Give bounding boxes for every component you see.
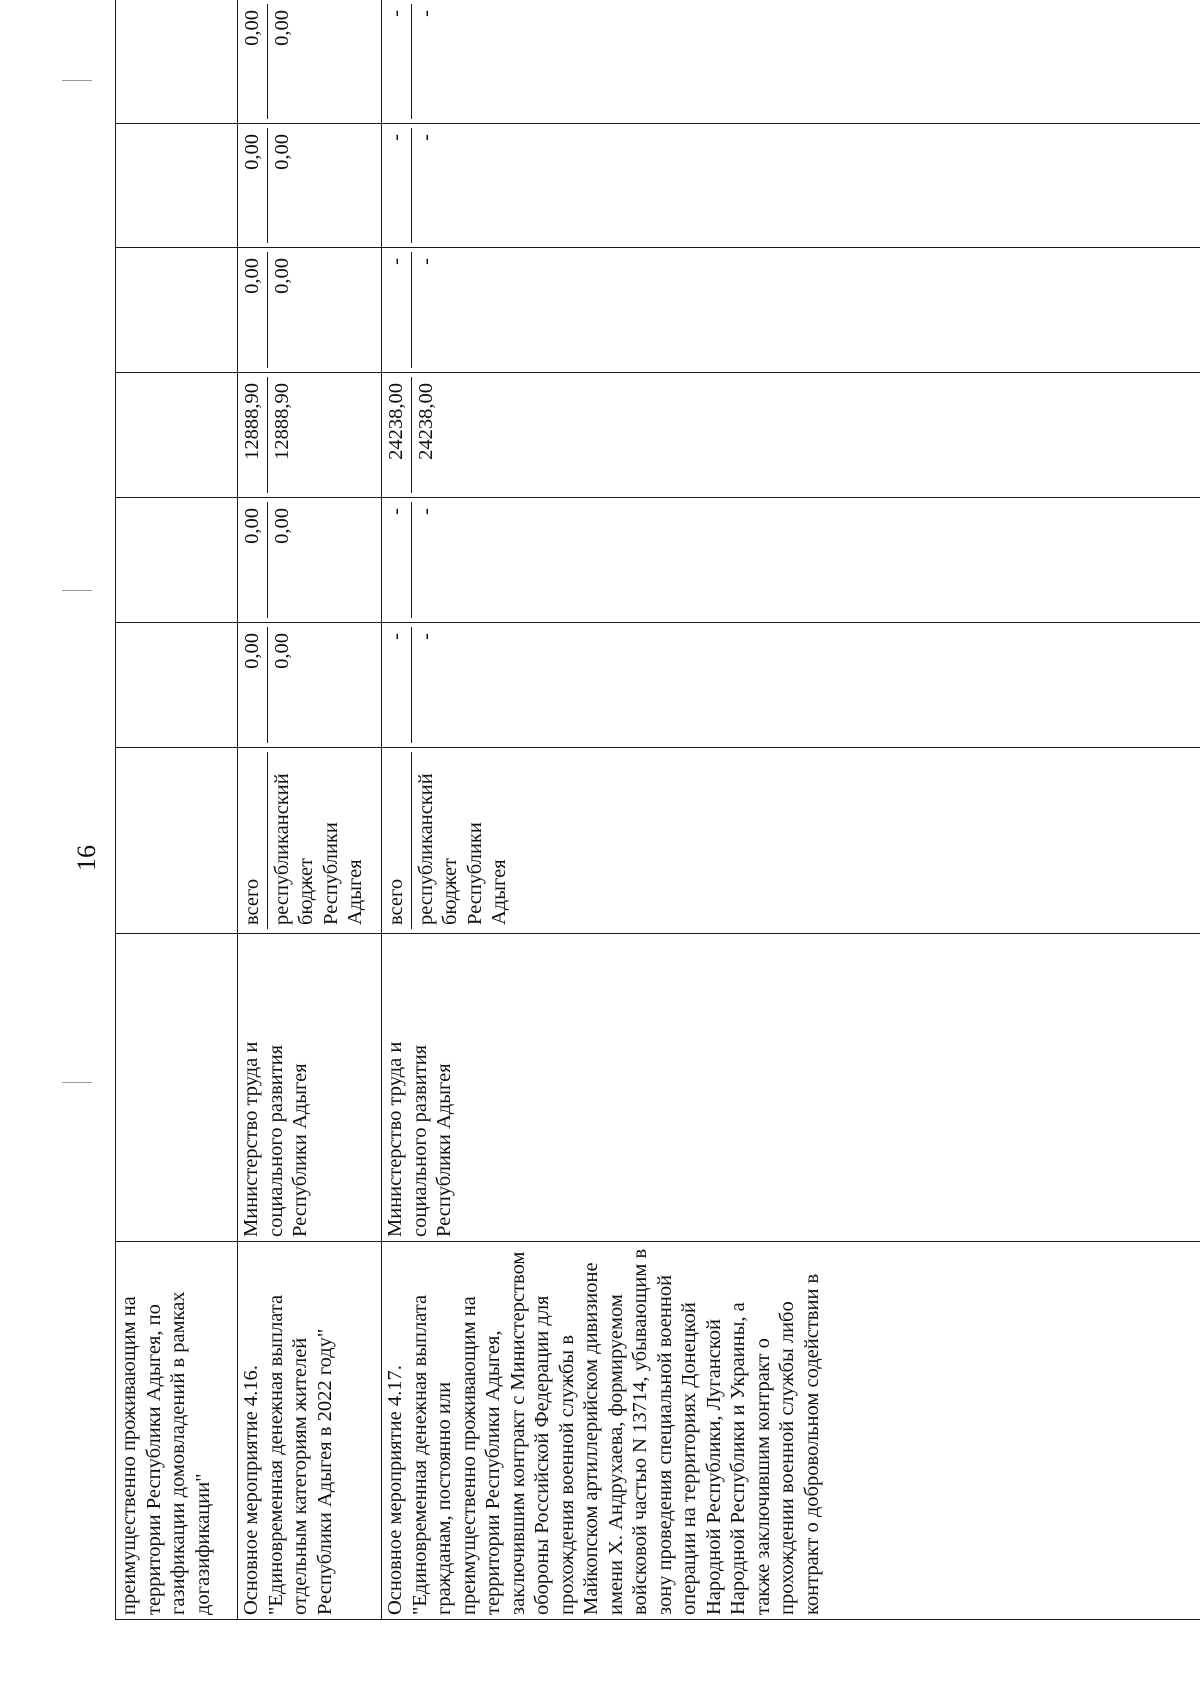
source-cell [116, 748, 238, 934]
value-cell-v4 [238, 248, 382, 373]
page-number: 16 [72, 845, 101, 871]
value-cell-v4 [382, 248, 1200, 373]
value-total: 0,00 [241, 258, 263, 294]
value-budget: 0,00 [270, 10, 293, 46]
value-budget: 24238,00 [414, 383, 437, 460]
scan-mark [62, 1082, 92, 1083]
value-cell-v6 [116, 0, 238, 124]
value-cell-v3 [382, 373, 1200, 498]
value-total: 0,00 [241, 10, 263, 46]
table-row [382, 0, 1200, 1620]
executor-cell [116, 934, 238, 1242]
value-total: - [385, 258, 407, 265]
value-budget: 0,00 [270, 508, 293, 544]
rotated-table-frame [115, 0, 1200, 1620]
source-cell [382, 748, 1200, 934]
table-row [238, 0, 382, 1620]
value-budget: 12888,90 [270, 383, 293, 460]
table-row [116, 0, 238, 1620]
executor-text: Министерство труда и социального развития Республики Адыгея [240, 1041, 311, 1237]
executor-cell [382, 934, 1200, 1242]
value-budget: 0,00 [270, 134, 293, 170]
value-budget: - [414, 633, 437, 640]
value-total: 0,00 [241, 508, 263, 544]
activity-text: преимущественно проживающим на территории Республики Адыгея, по газификации домовладений в рамках догазификации" [118, 1291, 214, 1615]
value-total: 24238,00 [385, 383, 407, 460]
activity-cell [238, 1242, 382, 1620]
value-cell-v3 [116, 373, 238, 498]
value-cell-v4 [116, 248, 238, 373]
value-cell-v2 [116, 498, 238, 623]
value-cell-v2 [382, 498, 1200, 623]
value-cell-v5 [116, 124, 238, 248]
value-cell-v5 [382, 124, 1200, 248]
activity-cell [116, 1242, 238, 1620]
value-total: - [385, 633, 407, 640]
value-cell-v6 [238, 0, 382, 124]
activity-cell [382, 1242, 1200, 1620]
value-budget: 0,00 [270, 258, 293, 294]
scan-mark [62, 80, 92, 81]
value-cell-v5 [238, 124, 382, 248]
scan-mark [62, 590, 92, 591]
value-budget: - [414, 134, 437, 141]
value-cell-v1 [382, 623, 1200, 748]
value-cell-v3 [238, 373, 382, 498]
source-total-label: всего [385, 878, 407, 925]
source-cell [238, 748, 382, 934]
budget-table [115, 0, 1200, 1620]
activity-text: Основное мероприятие 4.17. "Единовременная денежная выплата гражданам, постоянно или преимущественно проживающим на территории Республики Адыгея, заключившим контракт с Министерством обороны Российской Федерации для прохождения военной службы в Майкопском артиллерийском дивизионе имени Х. Андрухаева, формируемом войсковой частью N 13714, убывающим в зону проведения специальной военной операции на территориях Донецкой Народной Республики, Луганской Народной Республики и Украины, а также заключившим контракт о прохождении военной службы либо контракт о добровольном содействии в [384, 1248, 823, 1615]
value-cell-v1 [238, 623, 382, 748]
value-total: - [385, 508, 407, 515]
value-cell-v6 [382, 0, 1200, 124]
executor-cell [238, 934, 382, 1242]
value-total: 0,00 [241, 633, 263, 669]
source-budget-label: республиканский бюджет Республики Адыгея [414, 773, 510, 925]
value-budget: - [414, 258, 437, 265]
source-total-label: всего [241, 878, 263, 925]
value-budget: 0,00 [270, 633, 293, 669]
value-budget: - [414, 508, 437, 515]
value-total: - [385, 134, 407, 141]
value-total: - [385, 10, 407, 17]
source-budget-label: республиканский бюджет Республики Адыгея [270, 773, 366, 925]
value-cell-v1 [116, 623, 238, 748]
executor-text: Министерство труда и социального развития Республики Адыгея [384, 1041, 455, 1237]
value-total: 12888,90 [241, 383, 263, 460]
value-budget: - [414, 10, 437, 17]
value-total: 0,00 [241, 134, 263, 170]
value-cell-v2 [238, 498, 382, 623]
activity-text: Основное мероприятие 4.16. "Единовременная денежная выплата отдельным категориям жителей Республики Адыгея в 2022 году" [240, 1294, 336, 1615]
